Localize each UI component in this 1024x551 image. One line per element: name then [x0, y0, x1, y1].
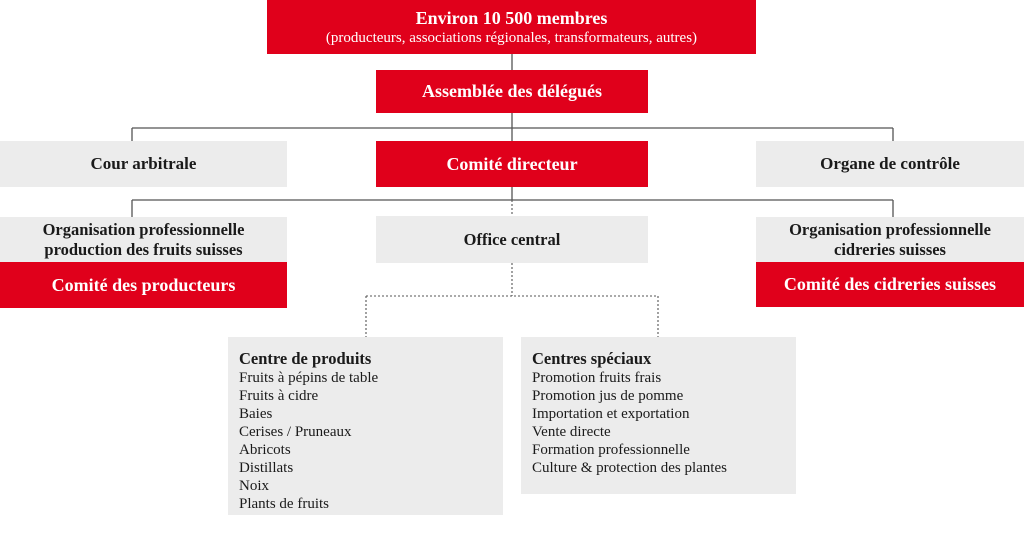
board-box: [376, 141, 648, 187]
product-item: Noix: [239, 478, 269, 494]
arbitration-box: [0, 141, 287, 187]
right-org-box: [756, 217, 1024, 262]
producers-committee-box: [0, 262, 287, 308]
special-item: Vente directe: [532, 424, 611, 440]
left-org-line1: Organisation professionnelle: [42, 219, 245, 239]
members-subtitle: (producteurs, associations régionales, transformateurs, autres): [325, 29, 698, 46]
special-centres-title: Centres spéciaux: [532, 349, 652, 368]
product-item: Abricots: [239, 442, 291, 458]
special-item: Formation professionnelle: [532, 442, 690, 458]
board-label: Comité directeur: [446, 153, 578, 174]
central-office-label: Office central: [463, 229, 561, 249]
special-item: Promotion jus de pomme: [532, 388, 684, 404]
control-box: [756, 141, 1024, 187]
members-title: Environ 10 500 membres: [415, 7, 608, 28]
assembly-box: [376, 70, 648, 113]
special-item: Importation et exportation: [532, 406, 690, 422]
product-centre-title: Centre de produits: [239, 349, 372, 368]
product-item: Fruits à cidre: [239, 388, 319, 404]
special-item: Culture & protection des plantes: [532, 460, 727, 476]
cider-committee-box: [756, 262, 1024, 307]
product-item: Fruits à pépins de table: [239, 370, 379, 386]
right-org-line1: Organisation professionnelle: [789, 219, 991, 239]
producers-committee-label: Comité des producteurs: [51, 274, 236, 295]
product-item: Cerises / Pruneaux: [239, 424, 352, 440]
special-centres-box: [521, 337, 796, 494]
product-item: Distillats: [239, 460, 294, 476]
product-item: Plants de fruits: [239, 496, 329, 512]
product-centre-box: [228, 337, 503, 515]
arbitration-label: Cour arbitrale: [90, 154, 197, 173]
right-org-line2: cidreries suisses: [834, 239, 946, 259]
special-item: Promotion fruits frais: [532, 370, 662, 386]
left-org-box: [0, 217, 287, 262]
central-office-box: [376, 216, 648, 263]
assembly-label: Assemblée des délégués: [422, 81, 602, 101]
control-label: Organe de contrôle: [820, 154, 960, 173]
members-box: [267, 0, 756, 54]
cider-committee-label: Comité des cidreries suisses: [783, 274, 997, 294]
left-org-line2: production des fruits suisses: [44, 239, 243, 259]
product-item: Baies: [239, 406, 273, 422]
